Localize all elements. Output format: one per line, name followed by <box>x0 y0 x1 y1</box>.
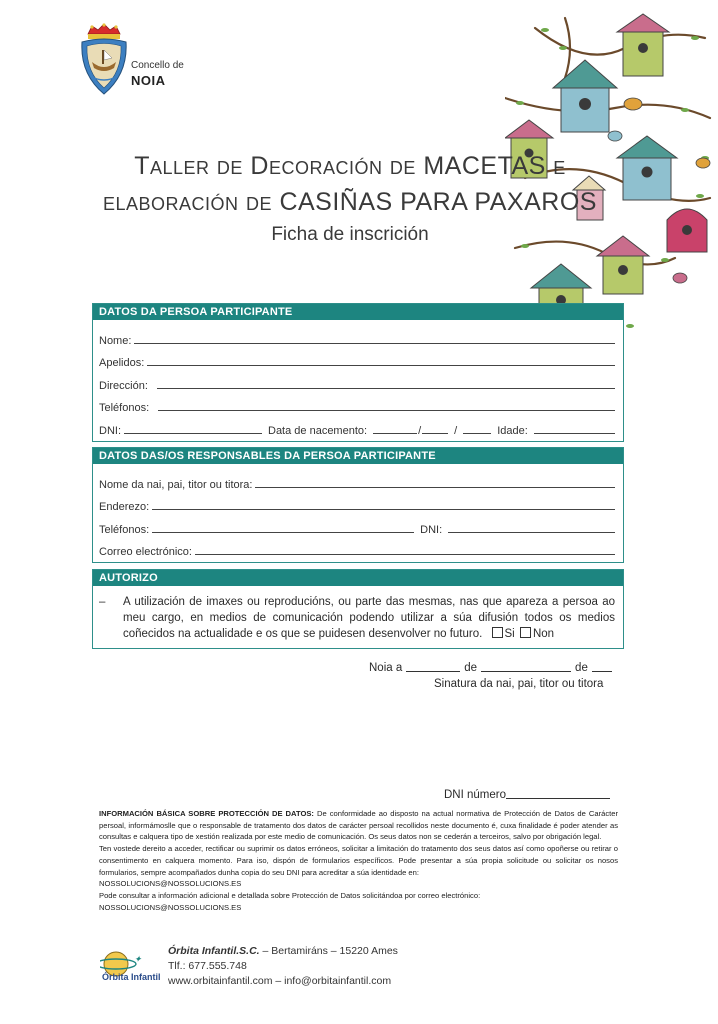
email-row <box>99 536 615 559</box>
parent-name-label: Nome da nai, pai, titor ou titora: <box>99 478 253 491</box>
guardian-section <box>92 447 624 563</box>
birth-year-field[interactable] <box>463 425 491 434</box>
footer-contact <box>168 944 398 989</box>
guardian-section-heading: DATOS DAS/OS RESPONSABLES DA PERSOA PARTICIPANTE <box>93 448 623 464</box>
authorize-bullet: – <box>99 596 106 608</box>
phones-row <box>99 392 615 415</box>
orbita-logo-text: Órbita Infantil <box>102 972 161 982</box>
surname-label: Apelidos: <box>99 357 145 369</box>
council-name <box>131 60 184 89</box>
guardian-phones-label: Teléfonos: <box>99 523 150 536</box>
phones-label: Teléfonos: <box>99 402 150 414</box>
workshop-title-line1: Taller de Decoración de MACETAS e <box>134 152 566 180</box>
date-separator-2: / <box>454 424 458 437</box>
surname-field[interactable] <box>147 357 615 366</box>
legal-email-2: NOSSOLUCIONS@NOSSOLUCIONS.ES <box>99 902 242 912</box>
footer-brand: Órbita Infantil.S.C. <box>168 945 260 957</box>
birth-day-field[interactable] <box>373 425 417 434</box>
dni-birth-age-row <box>99 414 615 437</box>
legal-paragraph-3: Pode consultar a información adicional e detallada sobre Protección de Datos solicitándoa por correo electrónico: <box>99 890 481 900</box>
council-prefix: Concello de <box>131 60 184 71</box>
legal-email-1: NOSSOLUCIONS@NOSSOLUCIONS.ES <box>99 879 242 889</box>
yes-label: Si <box>504 628 515 640</box>
footer-line-1 <box>168 944 398 959</box>
legal-p1-text: De conformidade ao disposto na actual normativa de Protección de Datos de Carácter persoal, informámoslle que o responsable de tratamento dos datos de carácter persoal recollidos neste documento é, cuxa finalidade é poder atender as consultas e calquera tipo de xestión realizada por este medio de comunicación. Os seus datos non se cederán a terceiros, salvo por obrigación legal. <box>99 809 618 842</box>
council-title: NOIA <box>131 72 166 88</box>
guardian-phones-field[interactable] <box>152 524 414 533</box>
guardian-address-row <box>99 491 615 514</box>
footer-phone: Tlf.: 677.555.748 <box>168 960 247 972</box>
parent-name-field[interactable] <box>255 479 615 488</box>
age-field[interactable] <box>534 425 615 434</box>
signature-of-1: de <box>464 662 478 674</box>
noia-coat-of-arms-logo <box>78 22 130 98</box>
form-subtitle: Ficha de inscrición <box>271 224 429 245</box>
birth-month-field[interactable] <box>422 425 448 434</box>
signature-year-field[interactable] <box>592 662 612 672</box>
email-field[interactable] <box>195 546 615 555</box>
phones-field[interactable] <box>158 402 615 411</box>
birth-date-label: Data de nacemento: <box>268 424 368 437</box>
dni-number-label: DNI número <box>444 789 506 801</box>
no-label: Non <box>532 628 555 640</box>
age-label: Idade: <box>497 424 528 437</box>
guardian-address-field[interactable] <box>152 501 615 510</box>
orbita-infantil-logo <box>100 942 166 984</box>
guardian-dni-field[interactable] <box>448 524 615 533</box>
authorize-statement <box>123 594 615 642</box>
address-row <box>99 369 615 392</box>
dni-field[interactable] <box>124 425 262 434</box>
participant-section-heading: DATOS DA PERSOA PARTICIPANTE <box>93 304 623 320</box>
signature-month-field[interactable] <box>481 662 571 672</box>
dni-number-line <box>444 789 610 801</box>
dni-number-field[interactable] <box>506 789 610 799</box>
guardian-phones-row <box>99 513 615 536</box>
participant-section <box>92 303 624 442</box>
data-protection-notice <box>99 808 618 913</box>
signature-day-field[interactable] <box>406 662 460 672</box>
parent-name-row <box>99 468 615 491</box>
legal-paragraph-1 <box>99 808 618 843</box>
authorize-text: A utilización de imaxes ou reproducións, ou parte das mesmas, nas que apareza a persoa ao meu cargo, en medios de comunicación podendo utilizar a súa difusión todos os medios coñecidos na actualidade e os que se puidesen desenvolver no futuro. <box>123 596 615 640</box>
surname-row <box>99 347 615 370</box>
svg-text:✦: ✦ <box>134 954 142 964</box>
address-field[interactable] <box>157 380 615 389</box>
legal-paragraph-2: Ten vostede dereito a acceder, rectificar ou suprimir os datos erróneos, solicitar a limitación do tratamento dos seus datos así como opoñerse ou retirar o consentimento en calquera momento. Para iso, dispón de formularios específicos. Pode presentar a súa propia solicitude ou solicitar os nosos formularios, sempre acompañados dunha copia do seu DNI para acreditar a súa identidade en: <box>99 844 618 877</box>
no-checkbox[interactable] <box>520 627 531 638</box>
name-field[interactable] <box>134 335 615 344</box>
signature-date-line <box>369 662 616 674</box>
guardian-address-label: Enderezo: <box>99 501 150 513</box>
footer-web[interactable]: www.orbitainfantil.com – info@orbitainfantil.com <box>168 975 392 987</box>
guardian-dni-label: DNI: <box>420 523 443 536</box>
name-row <box>99 324 615 347</box>
signature-caption: Sinatura da nai, pai, titor ou titora <box>434 678 604 690</box>
email-label: Correo electrónico: <box>99 546 192 558</box>
address-label: Dirección: <box>99 379 148 392</box>
name-label: Nome: <box>99 334 132 347</box>
yes-checkbox[interactable] <box>492 627 503 638</box>
footer-address: – Bertamiráns – 15220 Ames <box>259 945 398 957</box>
date-separator-1: / <box>418 424 422 437</box>
authorize-section-heading: AUTORIZO <box>93 570 623 586</box>
signature-of-2: de <box>575 662 588 674</box>
authorize-section <box>92 569 624 649</box>
dni-label: DNI: <box>99 424 121 437</box>
workshop-title-line2: elaboración de CASIÑAS PARA PAXAROS <box>103 188 597 216</box>
signature-place: Noia a <box>369 662 403 674</box>
legal-heading: INFORMACIÓN BÁSICA SOBRE PROTECCIÓN DE DATOS: <box>99 809 314 818</box>
